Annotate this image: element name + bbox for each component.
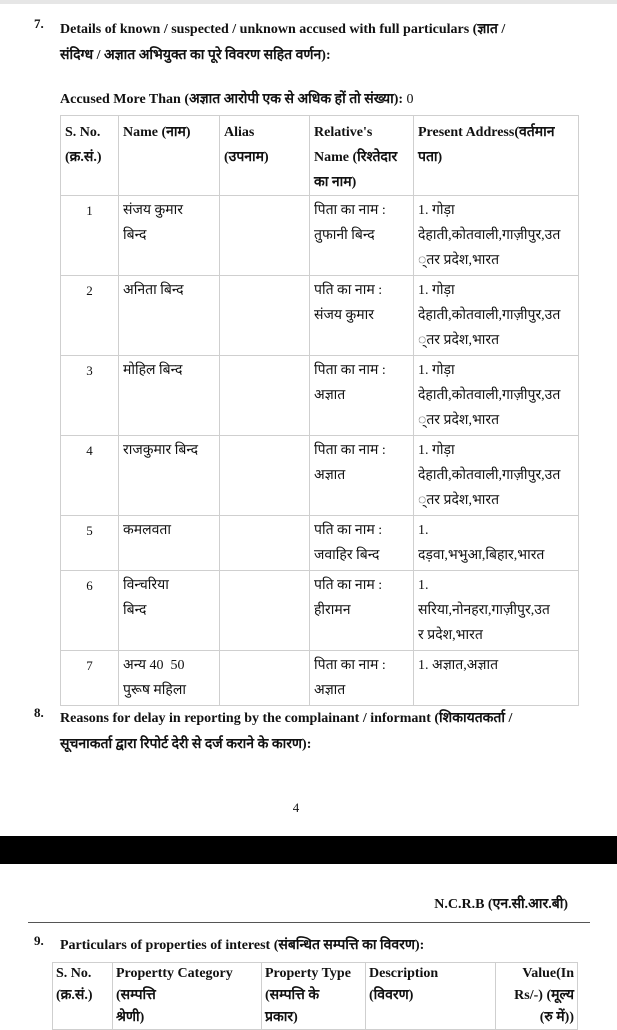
row-alias [220, 276, 310, 356]
row-relative: पिता का नाम : तुफानी बिन्द [310, 196, 414, 276]
row-name: मोहिल बिन्द [119, 356, 220, 436]
row-sno: 5 [61, 516, 119, 571]
table-row [61, 356, 579, 436]
row-relative: पति का नाम : जवाहिर बिन्द [310, 516, 414, 571]
section-8-title-line-1: Reasons for delay in reporting by the complainant / informant (शिकायतकर्ता / [60, 711, 513, 726]
row-address: 1. गोड़ा देहाती,कोतवाली,गाज़ीपुर,उत ्तर प्रदेश,भारत [414, 436, 579, 516]
table-row [61, 651, 579, 706]
header-name: Name (नाम) [119, 116, 220, 196]
row-address: 1. गोड़ा देहाती,कोतवाली,गाज़ीपुर,उत ्तर प्रदेश,भारत [414, 356, 579, 436]
properties-table-header [53, 963, 578, 1030]
prop-header-type: Property Type (सम्पत्ति के प्रकार) [262, 963, 366, 1030]
row-sno: 1 [61, 196, 119, 276]
row-name: राजकुमार बिन्द [119, 436, 220, 516]
row-name: विन्चरिया बिन्द [119, 571, 220, 651]
section-7-title [60, 17, 600, 69]
row-sno: 6 [61, 571, 119, 651]
section-9-number: 9. [34, 933, 44, 948]
row-relative: पिता का नाम : अज्ञात [310, 356, 414, 436]
row-alias [220, 436, 310, 516]
row-alias [220, 516, 310, 571]
row-sno: 3 [61, 356, 119, 436]
prop-header-description: Description (विवरण) [366, 963, 496, 1030]
section-8-number: 8. [34, 705, 44, 720]
accused-more-label: Accused More Than (अज्ञात आरोपी एक से अधिक हों तो संख्या): [60, 92, 404, 107]
row-relative: पति का नाम : हीरामन [310, 571, 414, 651]
row-alias [220, 571, 310, 651]
row-sno: 4 [61, 436, 119, 516]
table-row [61, 436, 579, 516]
row-name: कमलवता [119, 516, 220, 571]
accused-table [60, 115, 579, 706]
row-sno: 7 [61, 651, 119, 706]
table-row [61, 571, 579, 651]
section-7-title-line-2: संदिग्ध / अज्ञात अभियुक्त का पूरे विवरण सहित वर्णन): [60, 48, 331, 63]
row-relative: पिता का नाम : अज्ञात [310, 651, 414, 706]
table-row [61, 196, 579, 276]
header-rule [28, 922, 590, 923]
section-9-title: Particulars of properties of interest (संबन्धित सम्पत्ति का विवरण): [60, 938, 425, 953]
header-relative-name: Relative's Name (रिश्तेदार का नाम) [310, 116, 414, 196]
row-relative: पति का नाम : संजय कुमार [310, 276, 414, 356]
accused-more-value: 0 [406, 92, 414, 107]
row-alias [220, 651, 310, 706]
row-alias [220, 356, 310, 436]
section-7-title-line-1: Details of known / suspected / unknown accused with full particulars (ज्ञात / [60, 22, 506, 37]
header-alias: Alias (उपनाम) [220, 116, 310, 196]
accused-table-header [61, 116, 579, 196]
prop-header-category: Propertty Category (सम्पत्ति श्रेणी) [113, 963, 262, 1030]
top-edge [0, 0, 617, 4]
row-name: अनिता बिन्द [119, 276, 220, 356]
row-name: संजय कुमार बिन्द [119, 196, 220, 276]
prop-header-sno: S. No. (क्र.सं.) [53, 963, 113, 1030]
row-name: अन्य 40 50 पुरूष महिला [119, 651, 220, 706]
row-address: 1. अज्ञात,अज्ञात [414, 651, 579, 706]
header-present-address: Present Address(वर्तमान पता) [414, 116, 579, 196]
prop-header-value: Value(In Rs/-) (मूल्य (रु में)) [496, 963, 578, 1030]
table-row [61, 516, 579, 571]
header-sno: S. No. (क्र.सं.) [61, 116, 119, 196]
section-8-title-line-2: सूचनाकर्ता द्वारा रिपोर्ट देरी से दर्ज कराने के कारण): [60, 737, 312, 752]
page-number: 4 [292, 800, 300, 815]
accused-more-than [60, 89, 414, 108]
table-row [61, 276, 579, 356]
properties-table [52, 962, 578, 1030]
section-8-title [60, 706, 600, 758]
page-separator [0, 836, 617, 864]
row-sno: 2 [61, 276, 119, 356]
row-relative: पिता का नाम : अज्ञात [310, 436, 414, 516]
row-address: 1. दड़वा,भभुआ,बिहार,भारत [414, 516, 579, 571]
row-address: 1. सरिया,नोनहरा,गाज़ीपुर,उत र प्रदेश,भारत [414, 571, 579, 651]
row-alias [220, 196, 310, 276]
row-address: 1. गोड़ा देहाती,कोतवाली,गाज़ीपुर,उत ्तर प्रदेश,भारत [414, 196, 579, 276]
section-7-number: 7. [34, 16, 44, 31]
ncrb-header: N.C.R.B (एन.सी.आर.बी) [434, 897, 568, 912]
row-address: 1. गोड़ा देहाती,कोतवाली,गाज़ीपुर,उत ्तर प्रदेश,भारत [414, 276, 579, 356]
